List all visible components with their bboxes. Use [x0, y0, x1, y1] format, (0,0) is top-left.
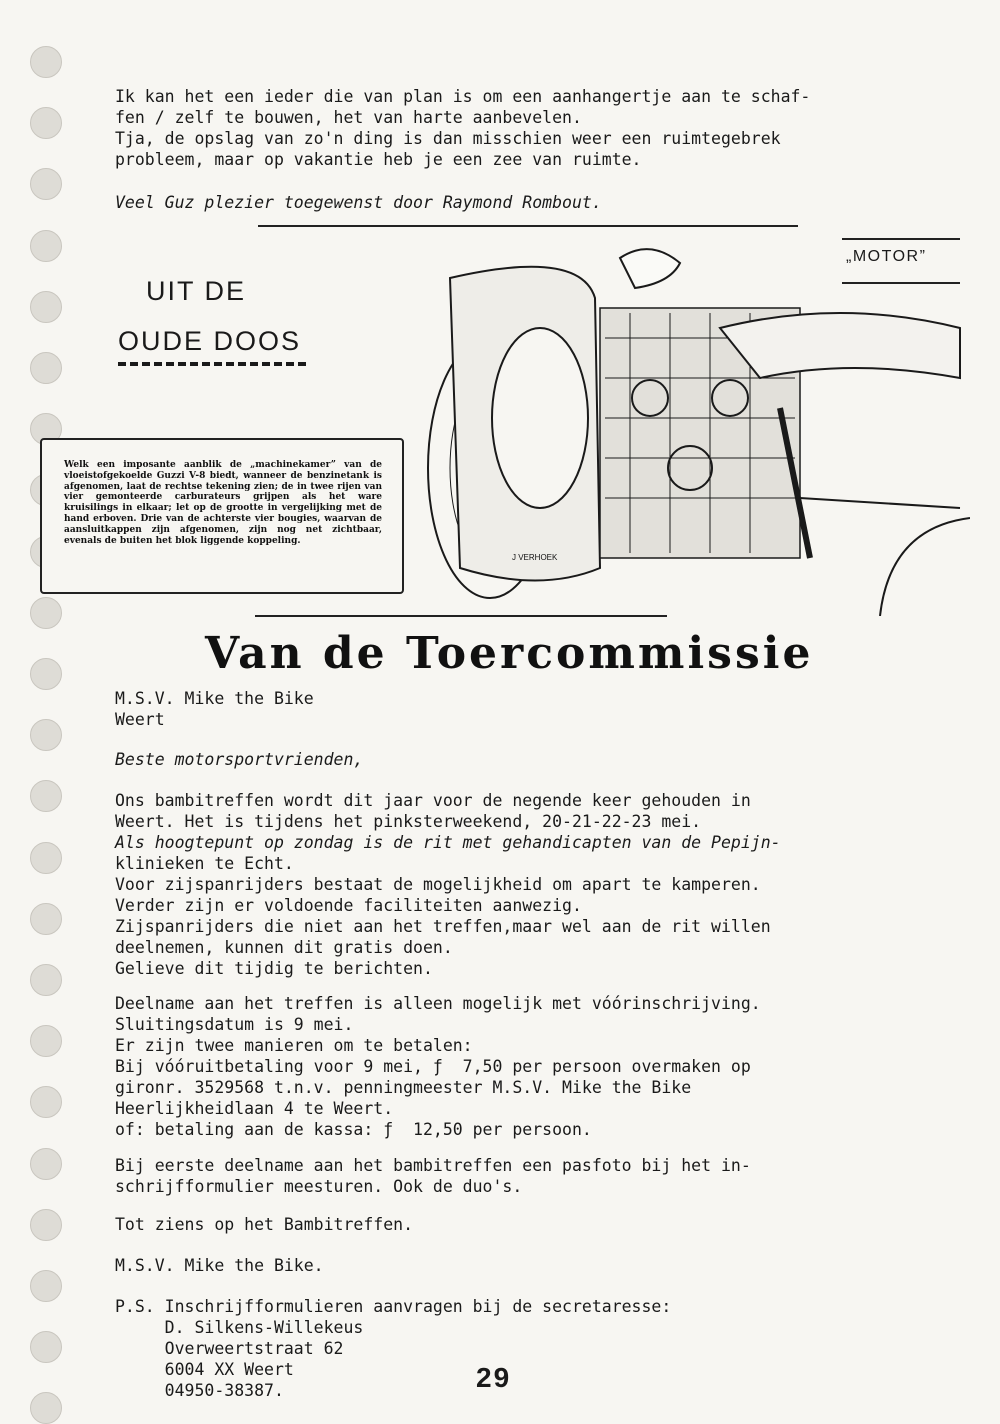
paragraph-line: schrijfformulier meesturen. Ook de duo's. — [115, 1177, 523, 1196]
greeting: Beste motorsportvrienden, — [115, 750, 364, 769]
binder-hole — [30, 780, 62, 812]
closing-line: Tot ziens op het Bambitreffen. — [115, 1215, 414, 1234]
binder-hole — [30, 46, 62, 78]
binder-hole — [30, 1025, 62, 1057]
greeting-block — [115, 749, 975, 770]
binder-hole — [30, 597, 62, 629]
intro-line: fen / zelf te bouwen, het van harte aanbevelen. — [115, 108, 582, 127]
binder-hole — [30, 964, 62, 996]
binder-hole — [30, 352, 62, 384]
intro-signoff: Veel Guz plezier toegewenst door Raymond Rombout. — [115, 193, 602, 212]
binder-hole — [30, 719, 62, 751]
intro-line: probleem, maar op vakantie heb je een zee van ruimte. — [115, 150, 642, 169]
hand — [620, 249, 680, 288]
ps-line: D. Silkens-Willekeus — [115, 1318, 364, 1337]
paragraph-line: klinieken te Echt. — [115, 854, 294, 873]
paragraph-line: Verder zijn er voldoende faciliteiten aanwezig. — [115, 896, 582, 915]
paragraph-1 — [115, 790, 975, 979]
intro-line: Ik kan het een ieder die van plan is om een aanhangertje aan te schaf- — [115, 87, 811, 106]
binder-hole — [30, 230, 62, 262]
ps-line: P.S. Inschrijfformulieren aanvragen bij de secretaresse: — [115, 1297, 672, 1316]
section-title: Van de Toercommissie — [205, 628, 814, 679]
paragraph-line: Ons bambitreffen wordt dit jaar voor de negende keer gehouden in — [115, 791, 751, 810]
binder-hole — [30, 1086, 62, 1118]
binder-hole — [30, 107, 62, 139]
intro-text — [115, 86, 975, 170]
closing-1-block — [115, 1214, 975, 1235]
binder-hole — [30, 658, 62, 690]
paragraph-line: gironr. 3529568 t.n.v. penningmeester M.S.V. Mike the Bike — [115, 1078, 692, 1097]
ps-line: Overweertstraat 62 — [115, 1339, 344, 1358]
paragraph-line: Voor zijspanrijders bestaat de mogelijkheid om apart te kamperen. — [115, 875, 761, 894]
binder-hole — [30, 1209, 62, 1241]
paragraph-line: Weert. Het is tijdens het pinksterweekend, 20-21-22-23 mei. — [115, 812, 702, 831]
sender-line: M.S.V. Mike the Bike — [115, 689, 314, 708]
ps-line: 6004 XX Weert — [115, 1360, 294, 1379]
paragraph-2 — [115, 993, 975, 1140]
paragraph-line: Als hoogtepunt op zondag is de rit met gehandicapten van de Pepijn- — [115, 833, 781, 852]
heading-underline — [118, 362, 306, 366]
paragraph-line: Deelname aan het treffen is alleen mogelijk met vóórinschrijving. — [115, 994, 761, 1013]
ps-line: 04950-38387. — [115, 1381, 284, 1400]
binder-hole — [30, 168, 62, 200]
paragraph-3 — [115, 1155, 975, 1197]
sender-line: Weert — [115, 710, 165, 729]
closing-2-block — [115, 1255, 975, 1276]
engine-illustration — [420, 238, 970, 616]
divider-top — [258, 225, 798, 227]
binder-holes — [0, 0, 60, 1411]
paragraph-line: deelnemen, kunnen dit gratis doen. — [115, 938, 453, 957]
intro-signoff-block — [115, 192, 975, 213]
closing-line: M.S.V. Mike the Bike. — [115, 1256, 324, 1275]
paragraph-line: Er zijn twee manieren om te betalen: — [115, 1036, 473, 1055]
paragraph-line: Bij vóóruitbetaling voor 9 mei, ƒ 7,50 per persoon overmaken op — [115, 1057, 751, 1076]
oude-doos-heading-line1: UIT DE — [146, 276, 247, 306]
paragraph-line: Gelieve dit tijdig te berichten. — [115, 959, 433, 978]
paragraph-line: Bij eerste deelname aan het bambitreffen een pasfoto bij het in- — [115, 1156, 751, 1175]
paragraph-line: of: betaling aan de kassa: ƒ 12,50 per persoon. — [115, 1120, 592, 1139]
illustrator-signature: J VERHOEK — [512, 553, 558, 562]
paragraph-line: Sluitingsdatum is 9 mei. — [115, 1015, 354, 1034]
binder-hole — [30, 842, 62, 874]
source-label: „MOTOR” — [846, 248, 927, 265]
binder-hole — [30, 1270, 62, 1302]
paragraph-line: Heerlijkheidlaan 4 te Weert. — [115, 1099, 394, 1118]
caption-box — [40, 438, 404, 594]
oude-doos-heading-line2: OUDE DOOS — [118, 326, 302, 356]
page-number: 29 — [476, 1362, 512, 1393]
binder-hole — [30, 903, 62, 935]
intro-line: Tja, de opslag van zo'n ding is dan misschien weer een ruimtegebrek — [115, 129, 781, 148]
sender-block — [115, 688, 975, 730]
caption-text: Welk een imposante aanblik de „machinekamer” van de vloeistofgekoelde Guzzi V-8 biedt, wanneer de benzinetank is afgenomen, laat de rechtse tekening zien; de in twee rijen van vier gemonteerde carburateurs grijpen als het ware kruisilings in elkaar; let op de grootte in vergelijking met de hand erboven. Drie van de achterste vier bougies, waarvan de aansluitkappen zijn afgenomen, zijn nog net zichtbaar, evenals de buiten het blok liggende koppeling. — [64, 460, 382, 546]
binder-hole — [30, 1148, 62, 1180]
binder-hole — [30, 1392, 62, 1424]
paragraph-line: Zijspanrijders die niet aan het treffen,maar wel aan de rit willen — [115, 917, 771, 936]
binder-hole — [30, 1331, 62, 1363]
ps-block — [115, 1296, 975, 1401]
binder-hole — [30, 291, 62, 323]
